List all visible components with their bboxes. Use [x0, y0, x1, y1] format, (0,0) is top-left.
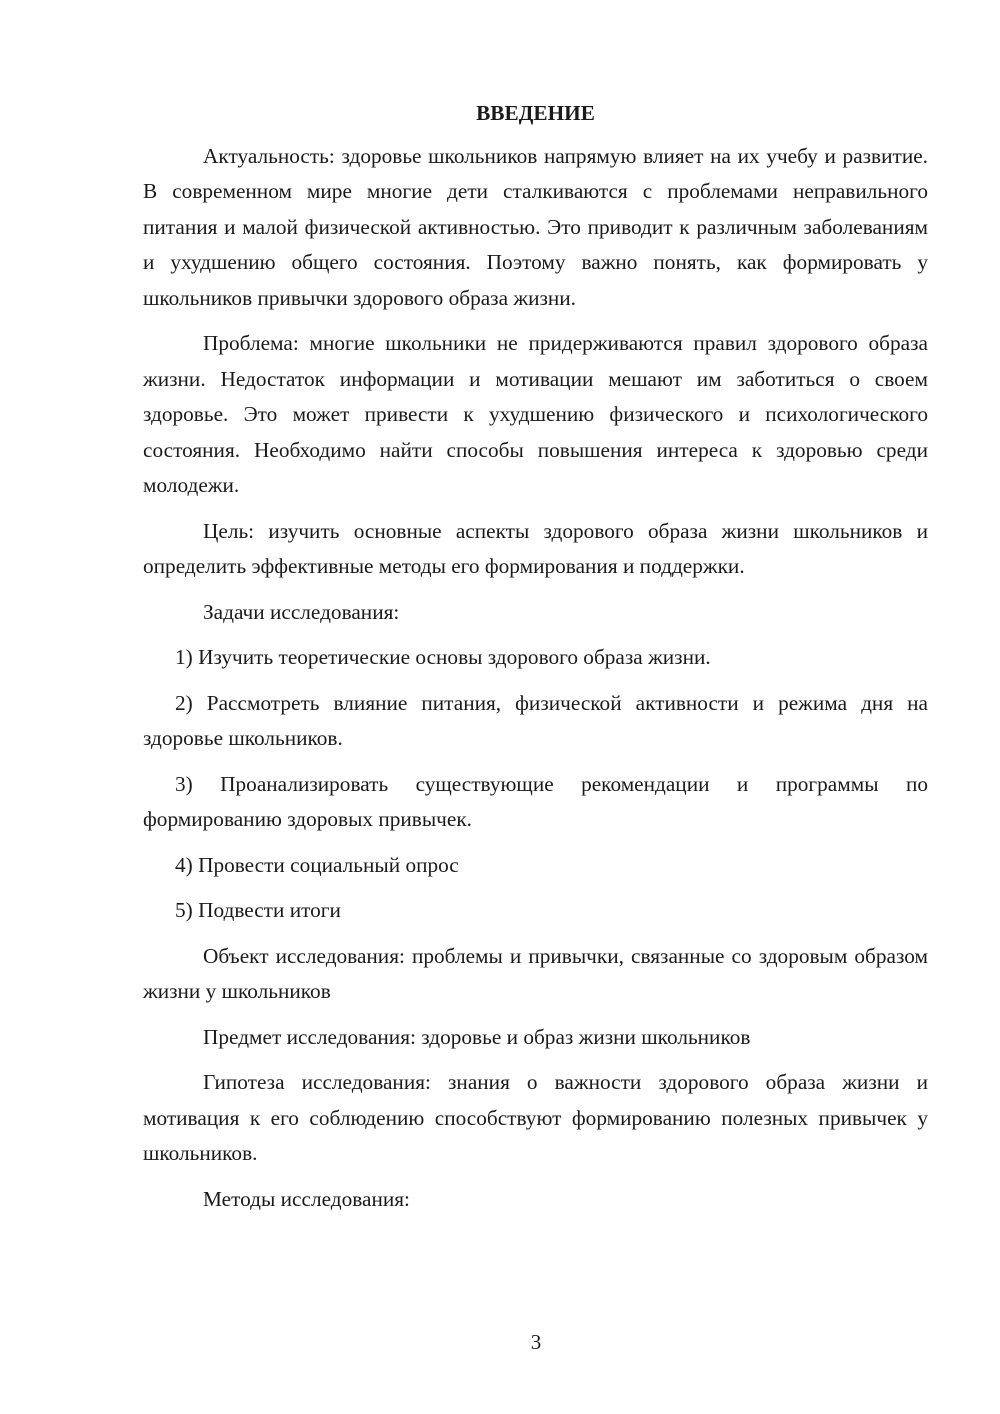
paragraph-object: Объект исследования: проблемы и привычки, связанные со здоровым образом жизни у школьников: [143, 943, 928, 1003]
paragraph-relevance: Актуальность: здоровье школьников напрямую влияет на их учебу и развитие. В современном мире многие дети сталкиваются с проблемами неправильного питания и малой физической активностью. Это приводит к различным заболеваниям и ухудшению общего состояния. Поэтому важно понять, как формировать у школьников привычки здорового образа жизни.: [143, 143, 928, 310]
tasks-heading: Задачи исследования:: [203, 599, 400, 624]
task-item-1: 1) Изучить теоретические основы здорового образа жизни.: [175, 645, 711, 669]
page-content: [143, 96, 928, 1217]
task-item-3: 3) Проанализировать существующие рекомендации и программы по формированию здоровых привычек.: [143, 771, 928, 831]
paragraph-goal: Цель: изучить основные аспекты здорового образа жизни школьников и определить эффективные методы его формирования и поддержки.: [143, 518, 928, 578]
task-item-4: 4) Провести социальный опрос: [175, 852, 459, 877]
paragraph-problem: Проблема: многие школьники не придерживаются правил здорового образа жизни. Недостаток информации и мотивации мешают им заботиться о своем здоровье. Это может привести к ухудшению физического и психологического состояния. Необходимо найти способы повышения интереса к здоровью среди молодежи.: [143, 331, 928, 497]
task-item-2: 2) Рассмотреть влияние питания, физической активности и режима дня на здоровье школьников.: [143, 690, 928, 750]
paragraph-hypothesis: Гипотеза исследования: знания о важности здорового образа жизни и мотивация к его соблюдению способствуют формированию полезных привычек у школьников.: [143, 1070, 928, 1165]
paragraph-subject: Предмет исследования: здоровье и образ жизни школьников: [203, 1024, 751, 1049]
page-title: ВВЕДЕНИЕ: [476, 101, 595, 125]
task-item-5: 5) Подвести итоги: [175, 898, 341, 922]
methods-heading: Методы исследования:: [203, 1186, 410, 1211]
page-number: 3: [530, 1330, 542, 1354]
